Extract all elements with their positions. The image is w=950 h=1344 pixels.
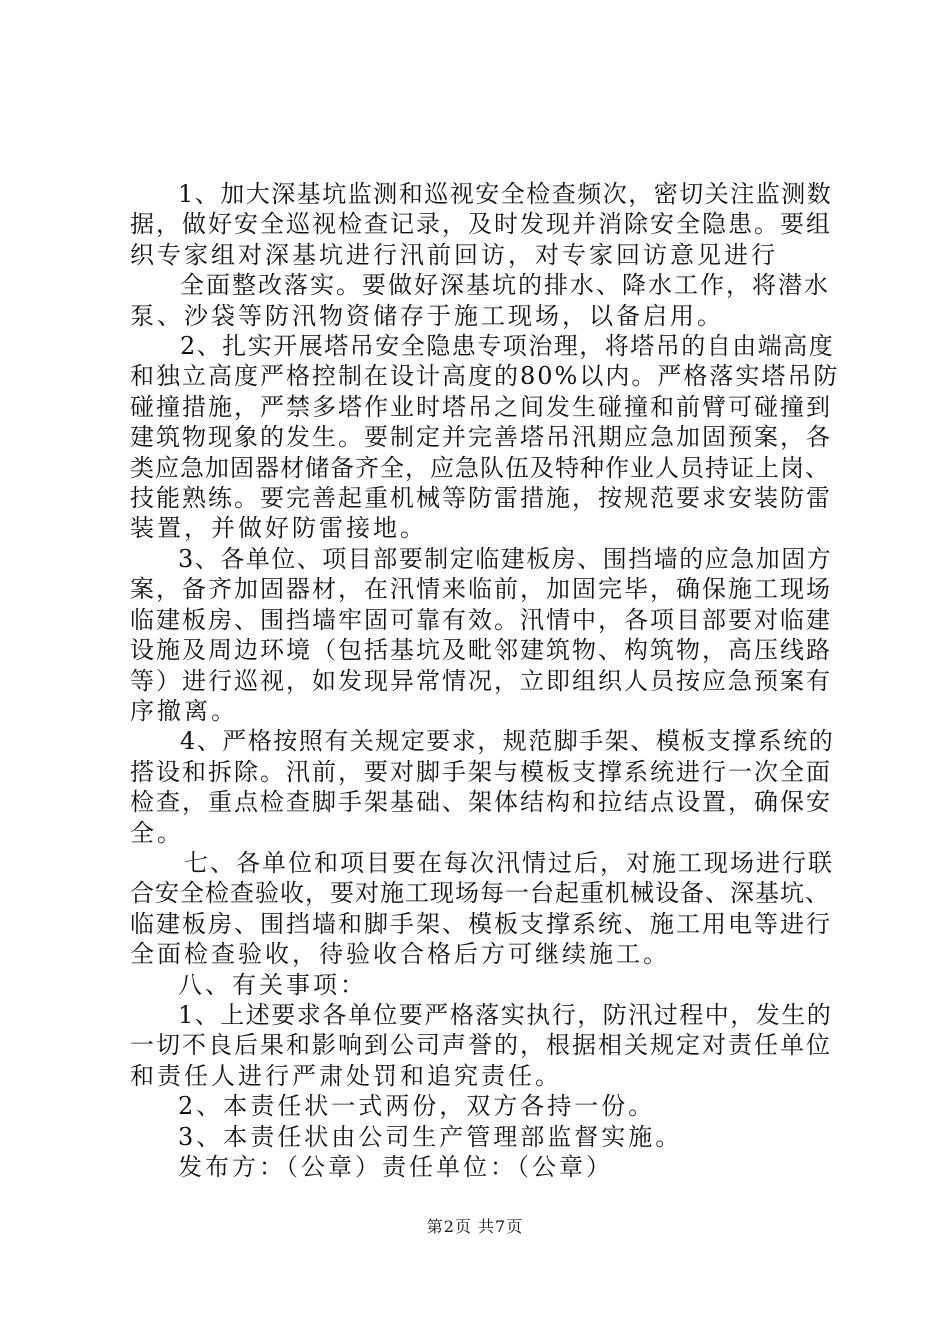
text-line: 装置，并做好防雷接地。	[130, 514, 427, 542]
text-line: 3、各单位、项目部要制定临建板房、围挡墙的应急加固方	[178, 545, 833, 573]
text-line: 技能熟练。要完善起重机械等防雷措施，按规范要求安装防雷	[130, 484, 832, 512]
text-line: 等）进行巡视，如发现异常情况，立即组织人员按应急预案有	[130, 667, 832, 695]
text-line: 类应急加固器材储备齐全，应急队伍及特种作业人员持证上岗、	[130, 454, 830, 482]
text-line: 泵、沙袋等防汛物资储存于施工现场，以备启用。	[130, 302, 724, 330]
text-line: 2、扎实开展塔吊安全隐患专项治理，将塔吊的自由端高度	[180, 332, 835, 360]
text-line: 据，做好安全巡视检查记录，及时发现并消除安全隐患。要组	[130, 210, 832, 238]
text-line: 检查，重点检查脚手架基础、架体结构和拉结点设置，确保安	[130, 788, 832, 816]
text-line: 序撤离。	[130, 697, 238, 725]
text-line: 合安全检查验收，要对施工现场每一台起重机械设备、深基坑、	[130, 879, 830, 907]
text-line: 全。	[130, 819, 184, 847]
text-line: 搭设和拆除。汛前，要对脚手架与模板支撑系统进行一次全面	[130, 758, 832, 786]
text-line: 全面整改落实。要做好深基坑的排水、降水工作，将潜水	[180, 271, 830, 299]
text-line: 4、严格按照有关规定要求，规范脚手架、模板支撑系统的	[180, 727, 835, 755]
text-line: 1、上述要求各单位要严格落实执行，防汛过程中，发生的	[178, 1001, 833, 1029]
text-line: 设施及周边环境（包括基坑及毗邻建筑物、构筑物，高压线路	[130, 636, 832, 664]
text-line: 临建板房、围挡墙和脚手架、模板支撑系统、施工用电等进行	[130, 910, 832, 938]
text-line: 八、有关事项：	[178, 971, 367, 999]
text-line: 和独立高度严格控制在设计高度的80%以内。严格落实塔吊防	[130, 362, 840, 390]
text-line: 1、加大深基坑监测和巡视安全检查频次，密切关注监测数	[178, 180, 833, 208]
text-line: 织专家组对深基坑进行汛前回访，对专家回访意见进行	[130, 241, 778, 269]
text-line: 和责任人进行严肃处罚和追究责任。	[130, 1062, 562, 1090]
text-line: 建筑物现象的发生。要制定并完善塔吊汛期应急加固预案，各	[130, 423, 832, 451]
text-line: 案，备齐加固器材，在汛情来临前，加固完毕，确保施工现场	[130, 575, 832, 603]
text-line: 七、各单位和项目要在每次汛情过后，对施工现场进行联	[184, 849, 834, 877]
page-number-footer: 第2页 共7页	[426, 1217, 524, 1236]
text-line: 碰撞措施，严禁多塔作业时塔吊之间发生碰撞和前臂可碰撞到	[130, 393, 832, 421]
text-line: 3、本责任状由公司生产管理部监督实施。	[178, 1123, 683, 1151]
text-line: 2、本责任状一式两份，双方各持一份。	[178, 1092, 656, 1120]
text-line: 一切不良后果和影响到公司声誉的，根据相关规定对责任单位	[130, 1031, 832, 1059]
text-line: 全面检查验收，待验收合格后方可继续施工。	[130, 940, 670, 968]
text-line: 发布方：（公章）责任单位：（公章）	[178, 1153, 613, 1181]
text-line: 临建板房、围挡墙牢固可靠有效。汛情中，各项目部要对临建	[130, 606, 832, 634]
